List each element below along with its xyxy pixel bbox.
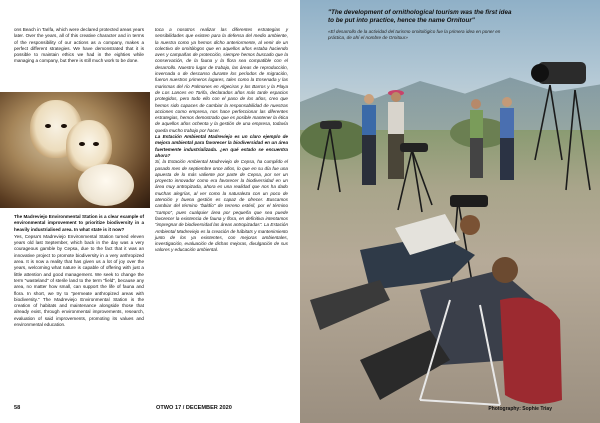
spanish-intro: toca a nosotros realizar las diferentes estrategias y sensibilidades que existen para la defensa del medio ambiente, la nuestra como ya hemos dicho anteriormente, al venir de un colectivo de ornitólogos que en aquellos años estaba haciendo aves y campañas de protección, siempre hemos buscado que la conservación, de la fauna y la flora sea compatible con el desarrollo. Nuestro lugar de trabajo, las áreas de reproducción, invernada o de descanso durante los períodos de migración, fueron nuestros primeros lugares, tales como la Ensenada y las marismas del río Palmones en Algeciras y los Barros y la Playa de Los Lances en Tarifa, declarados años más tarde espacios protegidos, pero todo ello con el paso de los años, creo que hemos sido capaces de cambiar la responsabilidad de nuestras acciones como empresa, nos hace perfeccionar las diferentes estrategias, hemos demostrado que es posible mantener la ética de aquellos años ochenta y la gestión de una empresa, todavía queda mucho trabajo por hacer. [155,27,288,133]
column-1-top [14,27,144,65]
red-bag [500,298,562,405]
spotting-scope [400,143,428,152]
spotting-scope [320,121,342,129]
body-text: ons Beach in Tarifa, which were declared protected areas years later. Over the years, all of this creative character and in terms of the responsibility of our actions as a company, makes a perfect different strategies. We have demonstrated that it is possible to maintain ethics we had in the eighties while managing a company, but there is still much work to be done. [14,27,144,64]
interview-answer: Yes, Cepsa's Madreviejo Environmental Station turned eleven years old last September, which back in the day was a very courageous gamble by Cepsa, due to the fact that it was an innovative project to promote biodiversity in a very anthropized area. It is now a reality that has given us a lot of joy over the years, welcoming what nature is capable of offering with just a little attention and good management. We seek to change the term "wasteland" of sterile land to the term "field", because any area, no matter how small, can support the life of fauna and flora. In short, we try to "permeate anthropized areas with biodiversity." The Madreviejo Environmental Station is the creation of habitats and maintenance alongside those that already exist, through environmental improvements, research, evaluation of said improvements, promoting its values and environmental education. [14,233,144,328]
page-number: 58 [14,405,21,411]
spanish-question: La Estación Ambiental Madreviejo es un claro ejemplo de mejora ambiental para favorecer la biodiversidad en un área fuertemente industrializada. ¿en qué estado se encuentra ahora? [155,134,288,158]
owl-chick [78,164,134,206]
photo-scene [300,0,600,423]
standing-person-3 [500,97,514,180]
photo-credit: Photography: Sophie Triay [488,406,552,412]
standing-person-1 [362,94,376,185]
right-page [300,0,600,423]
interview-question: The Madreviejo Environmental Station is a clear example of environmental improvement to prioritize biodiversity in a heavily industrialised area. In what state is it now? [14,214,144,232]
pull-quote [328,9,518,41]
pull-quote-spanish: «El desarrollo de la actividad del turismo ornitológico fue la primera idea en poner en práctica, de ahí el nombre de Ornitour» [328,29,501,41]
standing-person-4 [470,99,483,178]
barn-owl-photo [0,92,150,208]
lens-front [531,64,549,82]
column-2-spanish [155,27,288,254]
pull-quote-english: "The development of ornithological tourism was the first idea to be put into practice, hence the name Ornitour" [328,9,512,24]
standing-person-2 [388,90,404,179]
spanish-answer: Sí, la Estación Ambiental Madreviejo de Cepsa, ha cumplido el pasado mes de septiembre once años, lo que en su día fue una apuesta de lo más valiente por parte de Cepsa, por ser un proyecto innovador como era favorecer la biodiversidad en un área muy antropizada, ahora es una realidad que nos ha dado muchas alegrías, al ver como la naturaleza con un poco de atención y buena gestión es capaz de ofrecer. Buscamos cambiar del término "baldío" de terreno estéril, por el término "campo", pues cualquier área por pequeña que sea puede favorecer la existencia de fauna y flora, en definitiva intentamos "impregnar de biodiversidad las áreas antropizadas". La Estación Ambiental Madreviejo es la creación de hábitats y mantenimiento junto de los ya existentes, con mejoras ambientales, investigación, evaluación de dichas mejoras, divulgación de sus valores y educación ambiental. [155,159,288,253]
issue-label: OTWO 17 / DECEMBER 2020 [156,405,232,411]
column-1-bottom [14,214,144,328]
